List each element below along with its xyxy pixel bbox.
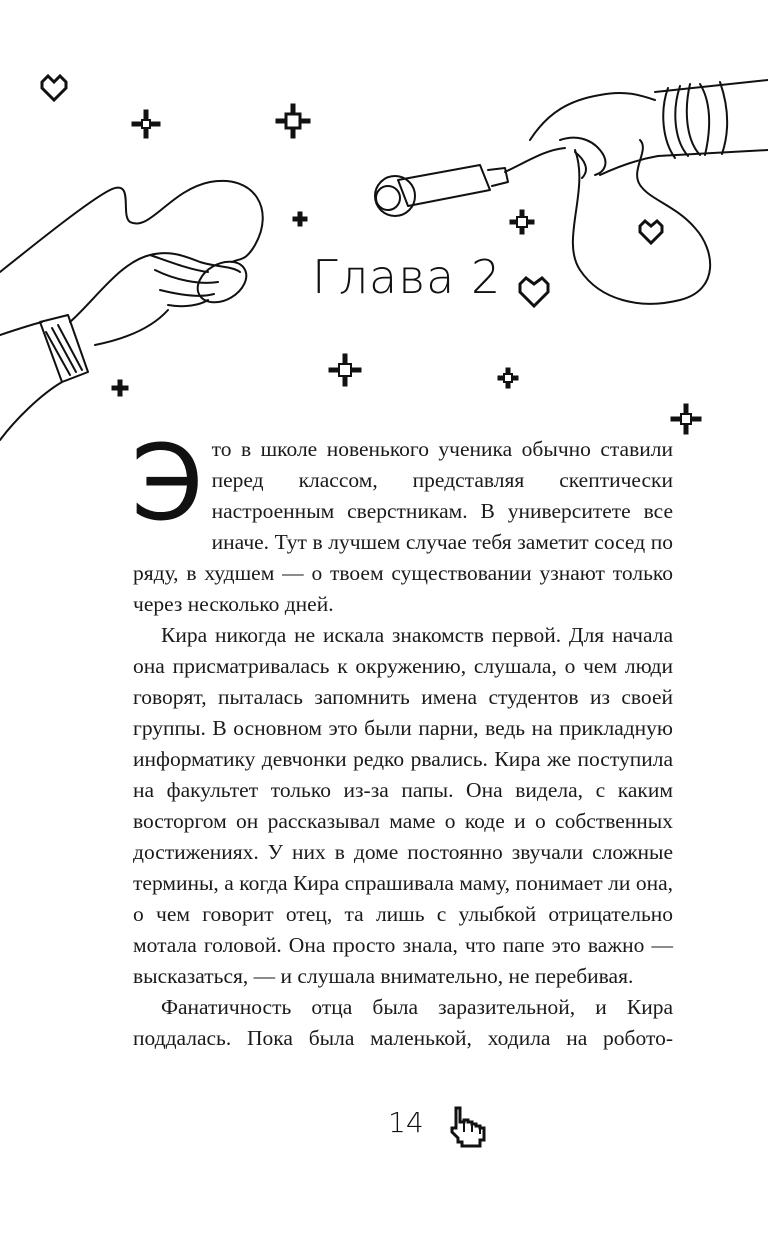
pixel-sparkle-icon <box>276 104 310 138</box>
sleeve-right <box>655 80 768 156</box>
paragraph: Фанатичность отца была заразительной, и Кира поддалась. Пока была маленькой, ходила на робото- <box>133 995 673 1050</box>
paragraph <box>131 422 673 620</box>
pixel-heart-icon <box>42 76 66 100</box>
mouse-cable <box>0 181 263 272</box>
pixel-sparkle-icon <box>132 110 160 138</box>
microphone-cable <box>573 140 710 304</box>
pixel-sparkle-icon <box>112 380 128 396</box>
page-number: 14 <box>388 1106 424 1139</box>
pixel-sparkle-icon <box>671 404 701 434</box>
pixel-sparkle-icon <box>498 368 518 388</box>
sleeve-left <box>0 315 88 440</box>
drop-cap: Э <box>131 422 204 544</box>
pixel-heart-icon <box>640 221 662 243</box>
body-text <box>131 422 673 1054</box>
pixel-sparkle-icon <box>510 210 534 234</box>
pixel-heart-icon <box>520 278 548 306</box>
paragraph: Кира никогда не искала знакомств первой. Для начала она присматривалась к окружению, слушала, о чем люди говорят, пыталась запомнить имена студентов из своей группы. В основном это были парни, ведь на прикладную информатику девчонки редко рвались. Кира же поступила на факультет только из-за папы. Она видела, с каким восторгом он рассказывал маме о коде и о собственных достижениях. У них в доме постоянно звучали сложные термины, а когда Кира спрашивала маму, понимает ли она, о чем говорит отец, та лишь с улыбкой отрицательно мотала головой. Она просто знала, что папе это важно — высказаться, — и слушала внимательно, не перебивая. <box>133 623 673 988</box>
chapter-title: Глава 2 <box>312 250 502 304</box>
hand-left <box>70 253 240 345</box>
pointer-hand-cursor-icon <box>444 1104 492 1152</box>
pixel-sparkle-icon <box>293 212 307 226</box>
pixel-sparkle-icon <box>329 354 361 386</box>
paragraph-text: то в школе новенького ученика обычно ставили перед классом, представляя скептически настроенным сверстникам. В университете все иначе. Тут в лучшем случае тебя заметит сосед по ряду, в худшем — о твоем существовании узнают только через несколько дней. <box>133 437 673 616</box>
